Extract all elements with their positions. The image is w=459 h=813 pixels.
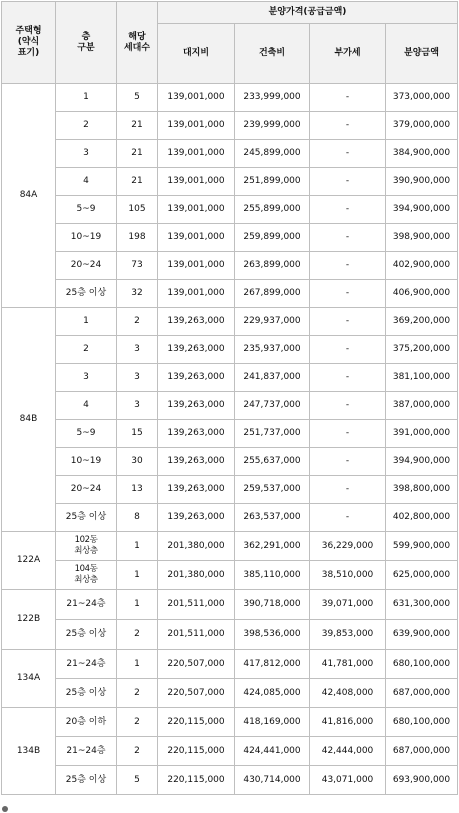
header-floor-line-2: 구분 xyxy=(77,42,95,53)
cell-units: 3 xyxy=(117,392,158,420)
cell-total: 680,100,000 xyxy=(386,708,458,737)
cell-floor: 25층 이상 xyxy=(56,280,117,308)
cell-floor-line-1: 104동 xyxy=(74,564,98,574)
cell-vat: 41,816,000 xyxy=(310,708,386,737)
header-units xyxy=(117,2,158,84)
cell-land: 139,263,000 xyxy=(158,476,235,504)
table-row xyxy=(2,112,458,140)
cell-units: 198 xyxy=(117,224,158,252)
cell-building: 255,637,000 xyxy=(235,448,310,476)
table-row xyxy=(2,448,458,476)
cell-building: 251,899,000 xyxy=(235,168,310,196)
cell-floor: 25층 이상 xyxy=(56,504,117,532)
cell-vat: 42,408,000 xyxy=(310,679,386,708)
cell-building: 229,937,000 xyxy=(235,308,310,336)
cell-floor: 20~24 xyxy=(56,252,117,280)
cell-land: 139,001,000 xyxy=(158,196,235,224)
cell-vat: - xyxy=(310,112,386,140)
table-row xyxy=(2,420,458,448)
cell-floor-line-2: 최상층 xyxy=(74,546,98,556)
cell-land: 139,001,000 xyxy=(158,140,235,168)
table-row xyxy=(2,336,458,364)
cell-units: 1 xyxy=(117,532,158,561)
cell-floor: 5~9 xyxy=(56,420,117,448)
header-floor-line-1: 층 xyxy=(81,31,91,42)
cell-total: 398,800,000 xyxy=(386,476,458,504)
cell-land: 220,115,000 xyxy=(158,737,235,766)
table-row xyxy=(2,737,458,766)
cell-floor: 25층 이상 xyxy=(56,766,117,795)
cell-floor: 21~24층 xyxy=(56,650,117,679)
cell-building: 390,718,000 xyxy=(235,590,310,620)
cell-land: 139,263,000 xyxy=(158,504,235,532)
table-row xyxy=(2,224,458,252)
table-row xyxy=(2,476,458,504)
cell-building: 255,899,000 xyxy=(235,196,310,224)
cell-building: 245,899,000 xyxy=(235,140,310,168)
table-header xyxy=(2,2,458,84)
cell-floor xyxy=(56,561,117,590)
table-row xyxy=(2,590,458,620)
cell-total: 599,900,000 xyxy=(386,532,458,561)
cell-building: 418,169,000 xyxy=(235,708,310,737)
cell-vat: 42,444,000 xyxy=(310,737,386,766)
cell-units: 32 xyxy=(117,280,158,308)
table-row xyxy=(2,196,458,224)
header-building: 건축비 xyxy=(235,24,310,84)
table-row xyxy=(2,679,458,708)
cell-units: 2 xyxy=(117,708,158,737)
cell-units: 1 xyxy=(117,561,158,590)
cell-total: 402,900,000 xyxy=(386,252,458,280)
cell-vat: 38,510,000 xyxy=(310,561,386,590)
cell-floor-line-2: 최상층 xyxy=(74,575,98,585)
cell-land: 220,507,000 xyxy=(158,679,235,708)
cell-land: 139,001,000 xyxy=(158,280,235,308)
cell-floor: 5~9 xyxy=(56,196,117,224)
table-row xyxy=(2,308,458,336)
header-units-line-2: 세대수 xyxy=(123,42,151,53)
cell-land: 220,507,000 xyxy=(158,650,235,679)
cell-vat: - xyxy=(310,280,386,308)
cell-total: 687,000,000 xyxy=(386,737,458,766)
table-row xyxy=(2,650,458,679)
cell-land: 139,001,000 xyxy=(158,168,235,196)
cell-land: 201,380,000 xyxy=(158,561,235,590)
table-row xyxy=(2,392,458,420)
cell-units: 105 xyxy=(117,196,158,224)
cell-floor: 1 xyxy=(56,308,117,336)
cell-land: 139,001,000 xyxy=(158,84,235,112)
cell-building: 251,737,000 xyxy=(235,420,310,448)
cell-units: 1 xyxy=(117,650,158,679)
cell-total: 687,000,000 xyxy=(386,679,458,708)
cell-units: 3 xyxy=(117,336,158,364)
price-table xyxy=(1,1,458,795)
cell-total: 693,900,000 xyxy=(386,766,458,795)
cell-units: 2 xyxy=(117,620,158,650)
header-units-line-1: 해당 xyxy=(128,31,146,42)
cell-units: 30 xyxy=(117,448,158,476)
cell-land: 139,263,000 xyxy=(158,392,235,420)
cell-type: 84A xyxy=(2,84,56,308)
cell-type: 134B xyxy=(2,708,56,795)
cell-units: 13 xyxy=(117,476,158,504)
cell-floor: 4 xyxy=(56,392,117,420)
header-type-line-1: 주택형 xyxy=(15,26,42,36)
cell-building: 239,999,000 xyxy=(235,112,310,140)
table-body xyxy=(2,84,458,795)
table-row xyxy=(2,708,458,737)
cell-units: 15 xyxy=(117,420,158,448)
cell-floor: 25층 이상 xyxy=(56,679,117,708)
table-row xyxy=(2,504,458,532)
cell-building: 259,537,000 xyxy=(235,476,310,504)
cell-building: 259,899,000 xyxy=(235,224,310,252)
cell-vat: - xyxy=(310,196,386,224)
cell-building: 417,812,000 xyxy=(235,650,310,679)
cell-total: 390,900,000 xyxy=(386,168,458,196)
cell-land: 201,380,000 xyxy=(158,532,235,561)
cell-land: 139,263,000 xyxy=(158,364,235,392)
cell-land: 139,263,000 xyxy=(158,308,235,336)
cell-floor: 21~24층 xyxy=(56,590,117,620)
header-land: 대지비 xyxy=(158,24,235,84)
cell-vat: - xyxy=(310,364,386,392)
cell-land: 139,001,000 xyxy=(158,112,235,140)
table-row xyxy=(2,364,458,392)
cell-floor: 3 xyxy=(56,140,117,168)
cell-building: 362,291,000 xyxy=(235,532,310,561)
cell-land: 201,511,000 xyxy=(158,620,235,650)
cell-floor: 2 xyxy=(56,112,117,140)
cell-floor: 21~24층 xyxy=(56,737,117,766)
cell-vat: 43,071,000 xyxy=(310,766,386,795)
header-type xyxy=(2,2,56,84)
cell-units: 5 xyxy=(117,766,158,795)
cell-land: 139,001,000 xyxy=(158,224,235,252)
cell-total: 394,900,000 xyxy=(386,448,458,476)
cell-building: 267,899,000 xyxy=(235,280,310,308)
cell-total: 406,900,000 xyxy=(386,280,458,308)
cell-building: 398,536,000 xyxy=(235,620,310,650)
cell-total: 391,000,000 xyxy=(386,420,458,448)
cell-total: 384,900,000 xyxy=(386,140,458,168)
header-type-line-3: 표기) xyxy=(17,48,40,58)
cell-vat: 39,071,000 xyxy=(310,590,386,620)
cell-total: 402,800,000 xyxy=(386,504,458,532)
cell-floor xyxy=(56,532,117,561)
cell-land: 220,115,000 xyxy=(158,708,235,737)
cell-land: 139,263,000 xyxy=(158,448,235,476)
cell-vat: - xyxy=(310,252,386,280)
table-row xyxy=(2,620,458,650)
cell-floor: 4 xyxy=(56,168,117,196)
cell-total: 381,100,000 xyxy=(386,364,458,392)
cell-total: 394,900,000 xyxy=(386,196,458,224)
cell-type: 122B xyxy=(2,590,56,650)
cell-vat: 36,229,000 xyxy=(310,532,386,561)
cell-total: 369,200,000 xyxy=(386,308,458,336)
cell-type: 134A xyxy=(2,650,56,708)
cell-building: 241,837,000 xyxy=(235,364,310,392)
cell-vat: - xyxy=(310,420,386,448)
cell-building: 235,937,000 xyxy=(235,336,310,364)
cell-units: 73 xyxy=(117,252,158,280)
cell-units: 2 xyxy=(117,308,158,336)
table-row xyxy=(2,280,458,308)
table-row xyxy=(2,140,458,168)
cell-units: 21 xyxy=(117,168,158,196)
cell-units: 5 xyxy=(117,84,158,112)
header-total: 분양금액 xyxy=(386,24,458,84)
cell-total: 387,000,000 xyxy=(386,392,458,420)
cell-land: 139,263,000 xyxy=(158,336,235,364)
cell-floor: 25층 이상 xyxy=(56,620,117,650)
table-row xyxy=(2,766,458,795)
cell-floor: 10~19 xyxy=(56,448,117,476)
header-vat: 부가세 xyxy=(310,24,386,84)
cell-vat: - xyxy=(310,140,386,168)
cell-units: 21 xyxy=(117,112,158,140)
cell-vat: - xyxy=(310,448,386,476)
cell-land: 220,115,000 xyxy=(158,766,235,795)
table-row xyxy=(2,168,458,196)
cell-building: 233,999,000 xyxy=(235,84,310,112)
cell-floor: 10~19 xyxy=(56,224,117,252)
cell-total: 625,000,000 xyxy=(386,561,458,590)
cell-vat: - xyxy=(310,84,386,112)
cell-building: 424,441,000 xyxy=(235,737,310,766)
cell-type: 84B xyxy=(2,308,56,532)
cell-floor: 20층 이하 xyxy=(56,708,117,737)
cell-land: 201,511,000 xyxy=(158,590,235,620)
cell-vat: 41,781,000 xyxy=(310,650,386,679)
cell-total: 398,900,000 xyxy=(386,224,458,252)
cell-vat: - xyxy=(310,168,386,196)
cell-vat: - xyxy=(310,224,386,252)
cell-vat: - xyxy=(310,476,386,504)
cell-building: 430,714,000 xyxy=(235,766,310,795)
table-row xyxy=(2,532,458,561)
cell-floor: 3 xyxy=(56,364,117,392)
cell-units: 21 xyxy=(117,140,158,168)
cell-vat: - xyxy=(310,504,386,532)
cell-vat: 39,853,000 xyxy=(310,620,386,650)
bullet-dot xyxy=(2,806,8,812)
cell-land: 139,001,000 xyxy=(158,252,235,280)
cell-total: 375,200,000 xyxy=(386,336,458,364)
cell-units: 2 xyxy=(117,737,158,766)
cell-vat: - xyxy=(310,308,386,336)
cell-units: 3 xyxy=(117,364,158,392)
table-row xyxy=(2,561,458,590)
cell-total: 379,000,000 xyxy=(386,112,458,140)
cell-floor: 1 xyxy=(56,84,117,112)
cell-total: 631,300,000 xyxy=(386,590,458,620)
cell-building: 424,085,000 xyxy=(235,679,310,708)
header-price-group: 분양가격(공급금액) xyxy=(158,2,458,24)
table-row xyxy=(2,84,458,112)
cell-floor: 20~24 xyxy=(56,476,117,504)
cell-total: 373,000,000 xyxy=(386,84,458,112)
cell-vat: - xyxy=(310,336,386,364)
cell-floor-line-1: 102동 xyxy=(74,535,98,545)
header-type-line-2: (약식 xyxy=(17,37,40,47)
cell-building: 263,899,000 xyxy=(235,252,310,280)
cell-total: 680,100,000 xyxy=(386,650,458,679)
cell-total: 639,900,000 xyxy=(386,620,458,650)
cell-building: 247,737,000 xyxy=(235,392,310,420)
cell-land: 139,263,000 xyxy=(158,420,235,448)
cell-units: 2 xyxy=(117,679,158,708)
cell-floor: 2 xyxy=(56,336,117,364)
cell-vat: - xyxy=(310,392,386,420)
table-row xyxy=(2,252,458,280)
cell-type: 122A xyxy=(2,532,56,590)
header-floor xyxy=(56,2,117,84)
cell-units: 1 xyxy=(117,590,158,620)
cell-building: 263,537,000 xyxy=(235,504,310,532)
cell-building: 385,110,000 xyxy=(235,561,310,590)
cell-units: 8 xyxy=(117,504,158,532)
